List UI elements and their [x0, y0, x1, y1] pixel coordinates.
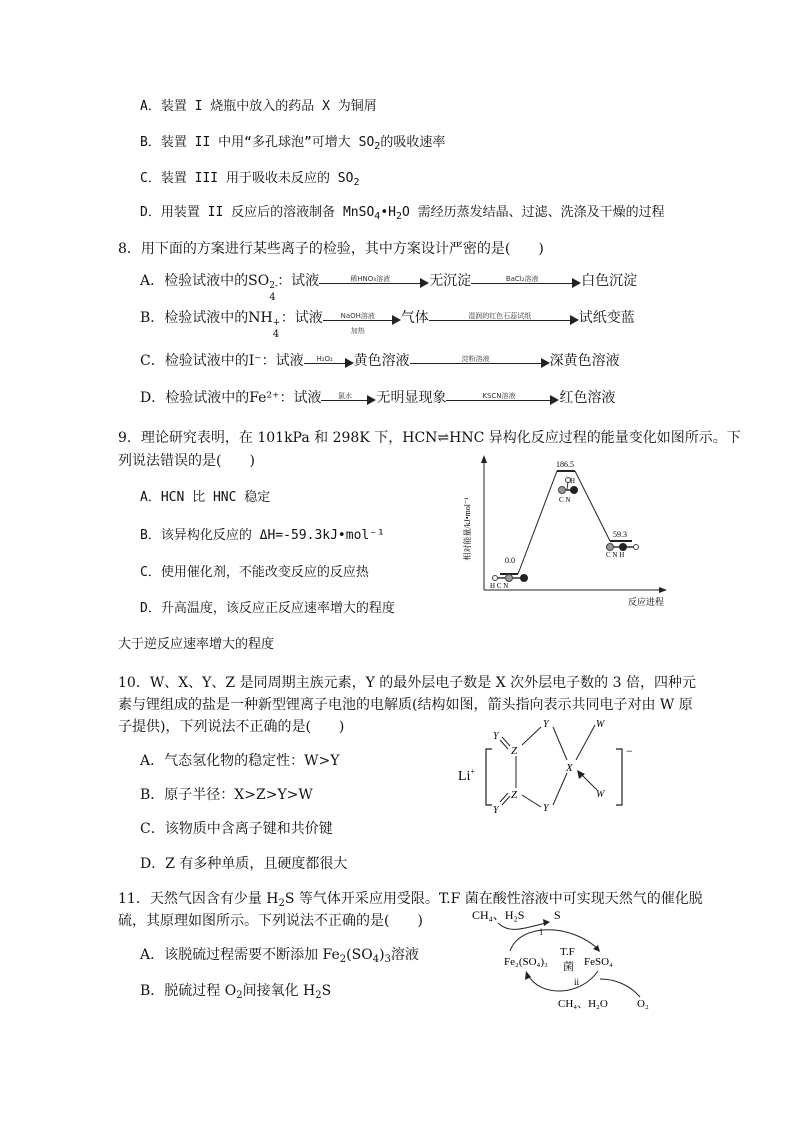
q11-option-b: B．脱硫过程 $O_2$间接氧化 $H_2S$	[140, 983, 332, 1001]
dative-arrowhead	[577, 770, 585, 779]
x-center: X	[566, 762, 573, 774]
q10-stem-line3: 子提供)，下列说法不正确的是( )	[118, 719, 345, 735]
q10-stem-line2: 素与锂组成的盐是一种新型锂离子电池的电解质(结构如图，箭头指向表示共同电子对由 W 原	[118, 697, 693, 713]
label-tf: T.F	[560, 946, 575, 958]
svg-text:C N: C N	[559, 496, 571, 504]
q9-option-b: B．该异构化反应的 ΔH=-59.3kJ•mol⁻¹	[140, 528, 385, 543]
label-ch4-h2s: CH₄、H₂S	[472, 908, 525, 922]
x-axis-arrow	[659, 587, 667, 593]
energy-diagram	[460, 455, 670, 610]
hnc-molecule	[606, 544, 639, 560]
q8-option-c: C．检验试液中的I⁻：试液 H₂O₂ 黄色溶液 淀粉溶液 深黄色溶液	[140, 353, 620, 369]
q10-option-d: D．Z 有多种单质，且硬度都很大	[140, 856, 348, 872]
step-i-arrow	[510, 930, 598, 951]
label-s: S	[554, 908, 561, 922]
li-label: Li+	[458, 767, 475, 784]
energy-label-59: 59.3	[613, 530, 627, 539]
y-axis-arrow	[481, 455, 487, 463]
q8-option-b: B．检验试液中的NH + 4 ：试液 NaOH溶液 加热 气体 湿润的红色石蕊试纸 试纸变蓝	[140, 310, 635, 340]
path-down	[575, 471, 610, 541]
y-ring-top: Y	[543, 719, 549, 730]
y-axis-label: 相对能量/kJ•mol⁻¹	[463, 497, 472, 561]
q10-stem-line1: 10．W、X、Y、Z 是同周期主族元素，Y 的最外层电子数是 X 次外层电子数的 3 倍，四种元	[118, 675, 696, 691]
label-step-i: i	[540, 927, 543, 937]
svg-text:C N H: C N H	[606, 551, 625, 559]
q9-stem-line2: 列说法错误的是( )	[118, 453, 255, 469]
q7-option-b: B．装置 II 中用“多孔球泡”可增大 $SO_2$的吸收速率	[140, 135, 446, 152]
q9-option-c: C．使用催化剂，不能改变反应的反应热	[140, 565, 369, 580]
energy-label-186: 186.5	[556, 460, 574, 469]
path-up	[518, 471, 557, 574]
q7-option-c: C．装置 III 用于吸收未反应的 $SO_2$	[140, 171, 360, 188]
q9-stem-line1: 9．理论研究表明，在 101kPa 和 298K 下，HCN⇌HNC 异构化反应过程的能量变化如图所示。下	[118, 430, 741, 446]
label-feso4: FeSO₄	[584, 956, 613, 968]
q10-option-b: B．原子半径：X>Z>Y>W	[140, 787, 313, 803]
q8-option-d: D．检验试液中的Fe²⁺：试液 氯水 无明显现象 KSCN溶液 红色溶液	[140, 390, 616, 406]
q8-option-a: A．检验试液中的SO 2- 4 ：试液 稀HNO₃溶液 无沉淀 BaCl₂溶液 白色沉淀	[140, 273, 638, 303]
svg-text:H C N: H C N	[490, 582, 509, 590]
x-axis-label: 反应进程	[627, 597, 665, 607]
h2s-to-s-arrow	[498, 923, 546, 929]
desulfurization-cycle	[472, 905, 660, 1015]
label-fe2so43: Fe₂(SO₄)₃	[504, 956, 548, 968]
q7-option-d: D．用装置 II 反应后的溶液制备 $MnSO_4•H_2O$ 需经历蒸发结晶、过滤、洗涤及干燥的过程	[140, 205, 665, 222]
right-bracket	[616, 749, 622, 805]
w-bottom: W	[596, 789, 605, 800]
q10-option-a: A．气态氢化物的稳定性：W>Y	[140, 753, 340, 769]
y-carbonyl-top: Y	[493, 731, 499, 742]
q11-option-a: A．该脱硫过程需要不断添加 $Fe_2(SO_4)_3$溶液	[140, 947, 419, 965]
y-ring-bottom: Y	[543, 803, 549, 814]
label-o2: O₂	[637, 998, 649, 1010]
q8-stem: 8．用下面的方案进行某些离子的检验，其中方案设计严密的是( )	[118, 241, 544, 257]
label-ch4-h2o: CH₄、H₂O	[558, 998, 608, 1010]
step-ii-arrow	[528, 971, 598, 991]
q9-option-a: A．HCN 比 HNC 稳定	[140, 490, 271, 505]
h2s-to-s-arrowhead	[543, 919, 550, 926]
hcn-molecule	[490, 575, 528, 591]
w-top: W	[596, 719, 605, 730]
o2-arrow	[600, 979, 640, 997]
energy-label-0: 0.0	[505, 556, 515, 565]
q9-option-d: D．升高温度，该反应正反应速率增大的程度	[140, 601, 395, 616]
q9-option-d-cont: 大于逆反应速率增大的程度	[118, 637, 275, 652]
lithium-salt-structure	[458, 715, 643, 815]
q10-option-c: C．该物质中含离子键和共价键	[140, 821, 333, 837]
left-bracket	[486, 749, 492, 805]
y-carbonyl-bottom: Y	[493, 805, 499, 816]
charge-minus: −	[626, 744, 633, 758]
label-step-ii: ii	[574, 977, 580, 987]
z-bottom: Z	[511, 789, 518, 801]
q11-stem-line2: 硫，其原理如图所示。下列说法不正确的是( )	[118, 913, 423, 929]
q7-option-a: A．装置 I 烧瓶中放入的药品 X 为铜屑	[140, 99, 377, 114]
ts-molecule	[559, 477, 578, 504]
svg-text:H: H	[570, 477, 576, 485]
z-top: Z	[511, 745, 518, 757]
label-bacteria: 菌	[563, 961, 574, 973]
q11-stem-line1: 11．天然气因含有少量 $H_2S$ 等气体开采应用受限。T.F 菌在酸性溶液中可实现天然气的催化脱	[118, 891, 703, 909]
